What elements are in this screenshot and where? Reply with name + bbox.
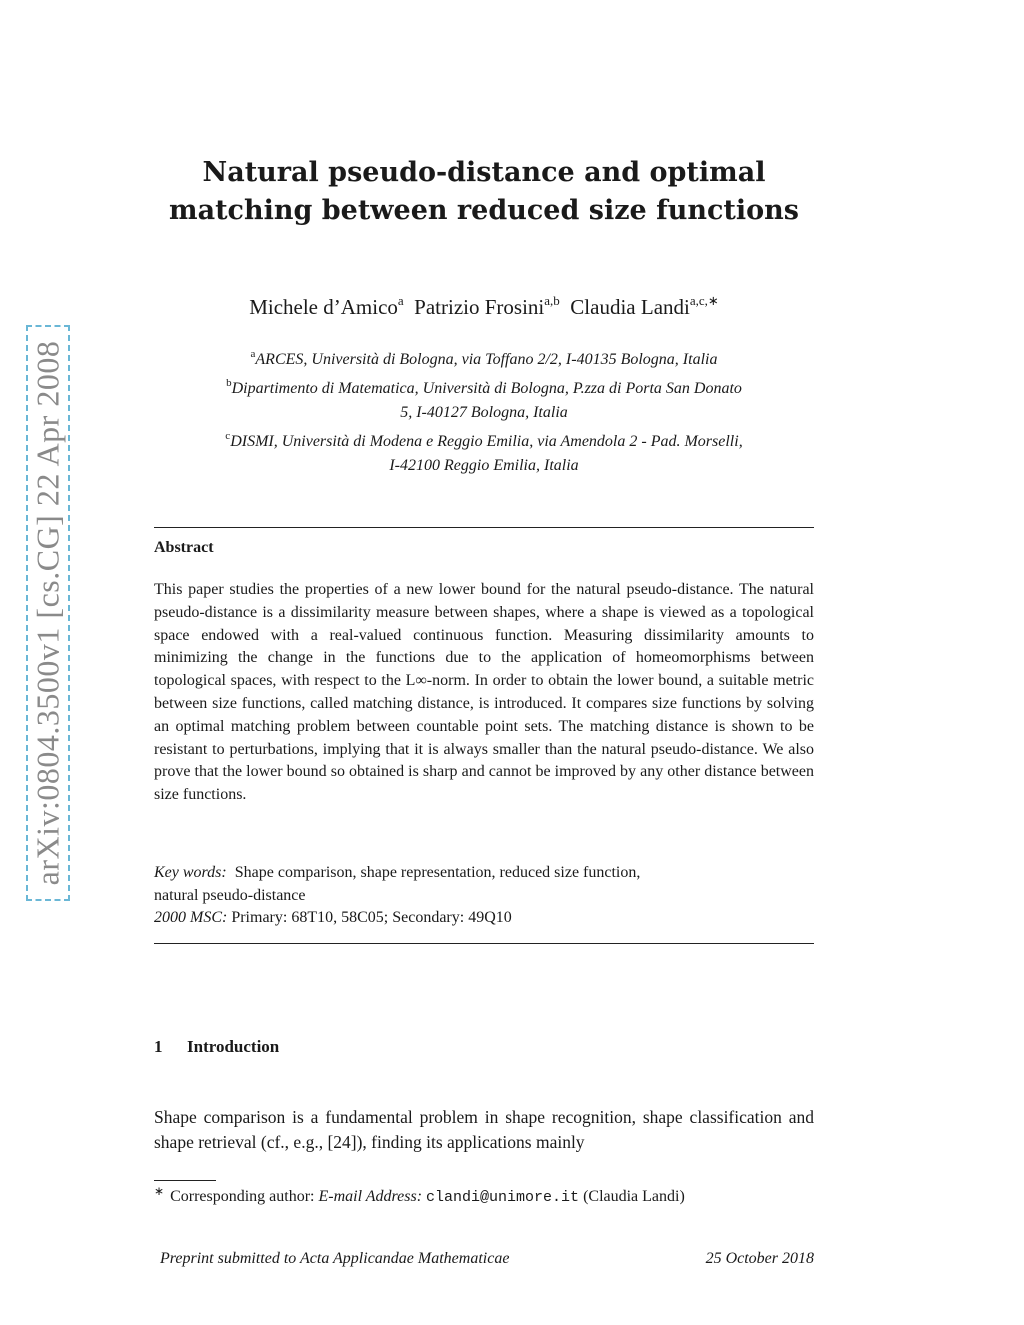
footnote-email-label: E-mail Address: [318, 1188, 423, 1205]
author-name: Michele d’Amico [249, 295, 398, 319]
author-list [150, 293, 818, 320]
keywords-label: Key words: [154, 864, 227, 881]
abstract-top-rule [154, 527, 814, 528]
affiliation-mark: b [226, 377, 232, 389]
keywords-line-2: natural pseudo-distance [154, 886, 306, 904]
footnote-prefix: Corresponding author: [170, 1188, 315, 1205]
keywords-line-1: Shape comparison, shape representation, reduced size function, [234, 864, 641, 881]
affiliation-mark: a [250, 348, 256, 360]
affiliation-line: I-42100 Reggio Emilia, Italia [389, 457, 579, 474]
author-affiliation-mark: a,b [544, 293, 560, 308]
affiliation-mark: c [225, 430, 231, 442]
affiliation-line: ARCES, Università di Bologna, via Toffano 2/2, I-40135 Bologna, Italia [255, 351, 718, 368]
abstract-heading: Abstract [154, 539, 214, 556]
title-line-1: Natural pseudo-distance and optimal [202, 157, 766, 188]
section-number: 1 [154, 1037, 163, 1056]
keywords-block [154, 862, 814, 930]
footnote-mark: ∗ [154, 1184, 165, 1198]
footnote [154, 1184, 685, 1206]
affiliation-c [150, 424, 818, 478]
author-affiliation-mark: a [397, 293, 404, 308]
author-affiliation-mark: a,c,∗ [689, 293, 719, 308]
paper-title [150, 154, 818, 230]
author-name: Claudia Landi [570, 295, 690, 319]
abstract-bottom-rule [154, 943, 814, 944]
footnote-rule [154, 1180, 216, 1181]
section-heading [154, 1037, 279, 1057]
title-line-2: matching between reduced size functions [169, 195, 799, 226]
affiliation-line: DISMI, Università di Modena e Reggio Emilia, via Amendola 2 - Pad. Morselli, [230, 433, 743, 450]
abstract-text: This paper studies the properties of a new lower bound for the natural pseudo-distance. The natural pseudo-distance is a dissimilarity measure between shapes, where a shape is viewed as a topological space endowed with a real-valued continuous function. Measuring dissimilarity amounts to minimizing the change in the functions due to the application of homeomorphisms between topological spaces, with respect to the L∞-norm. In order to obtain the lower bound, a suitable metric between size functions, called matching distance, is introduced. It compares size functions by solving an optimal matching problem between countable point sets. The matching distance is shown to be resistant to perturbations, implying that it is always smaller than the natural pseudo-distance. We also prove that the lower bound so obtained is sharp and cannot be improved by any other distance between size functions. [154, 581, 814, 804]
footer-journal: Preprint submitted to Acta Applicandae Mathematicae [160, 1250, 510, 1267]
arxiv-identifier: arXiv:0804.3500v1 [cs.CG] 22 Apr 2008 [29, 340, 66, 886]
msc-text: Primary: 68T10, 58C05; Secondary: 49Q10 [231, 909, 512, 926]
section-title: Introduction [187, 1037, 280, 1056]
affiliation-b [150, 371, 818, 425]
affiliation-line: Dipartimento di Matematica, Università di Bologna, P.zza di Porta San Donato [231, 380, 742, 397]
msc-label: 2000 MSC: [154, 909, 228, 926]
introduction-text: Shape comparison is a fundamental problem in shape recognition, shape classification and shape retrieval (cf., e.g., [24]), finding its applications mainly [154, 1107, 814, 1152]
affiliation-a [150, 342, 818, 372]
author-name: Patrizio Frosini [414, 295, 545, 319]
footnote-suffix: (Claudia Landi) [583, 1188, 685, 1205]
affiliation-line: 5, I-40127 Bologna, Italia [400, 404, 568, 421]
footer-date: 25 October 2018 [705, 1250, 814, 1267]
footnote-email[interactable]: clandi@unimore.it [426, 1189, 580, 1206]
